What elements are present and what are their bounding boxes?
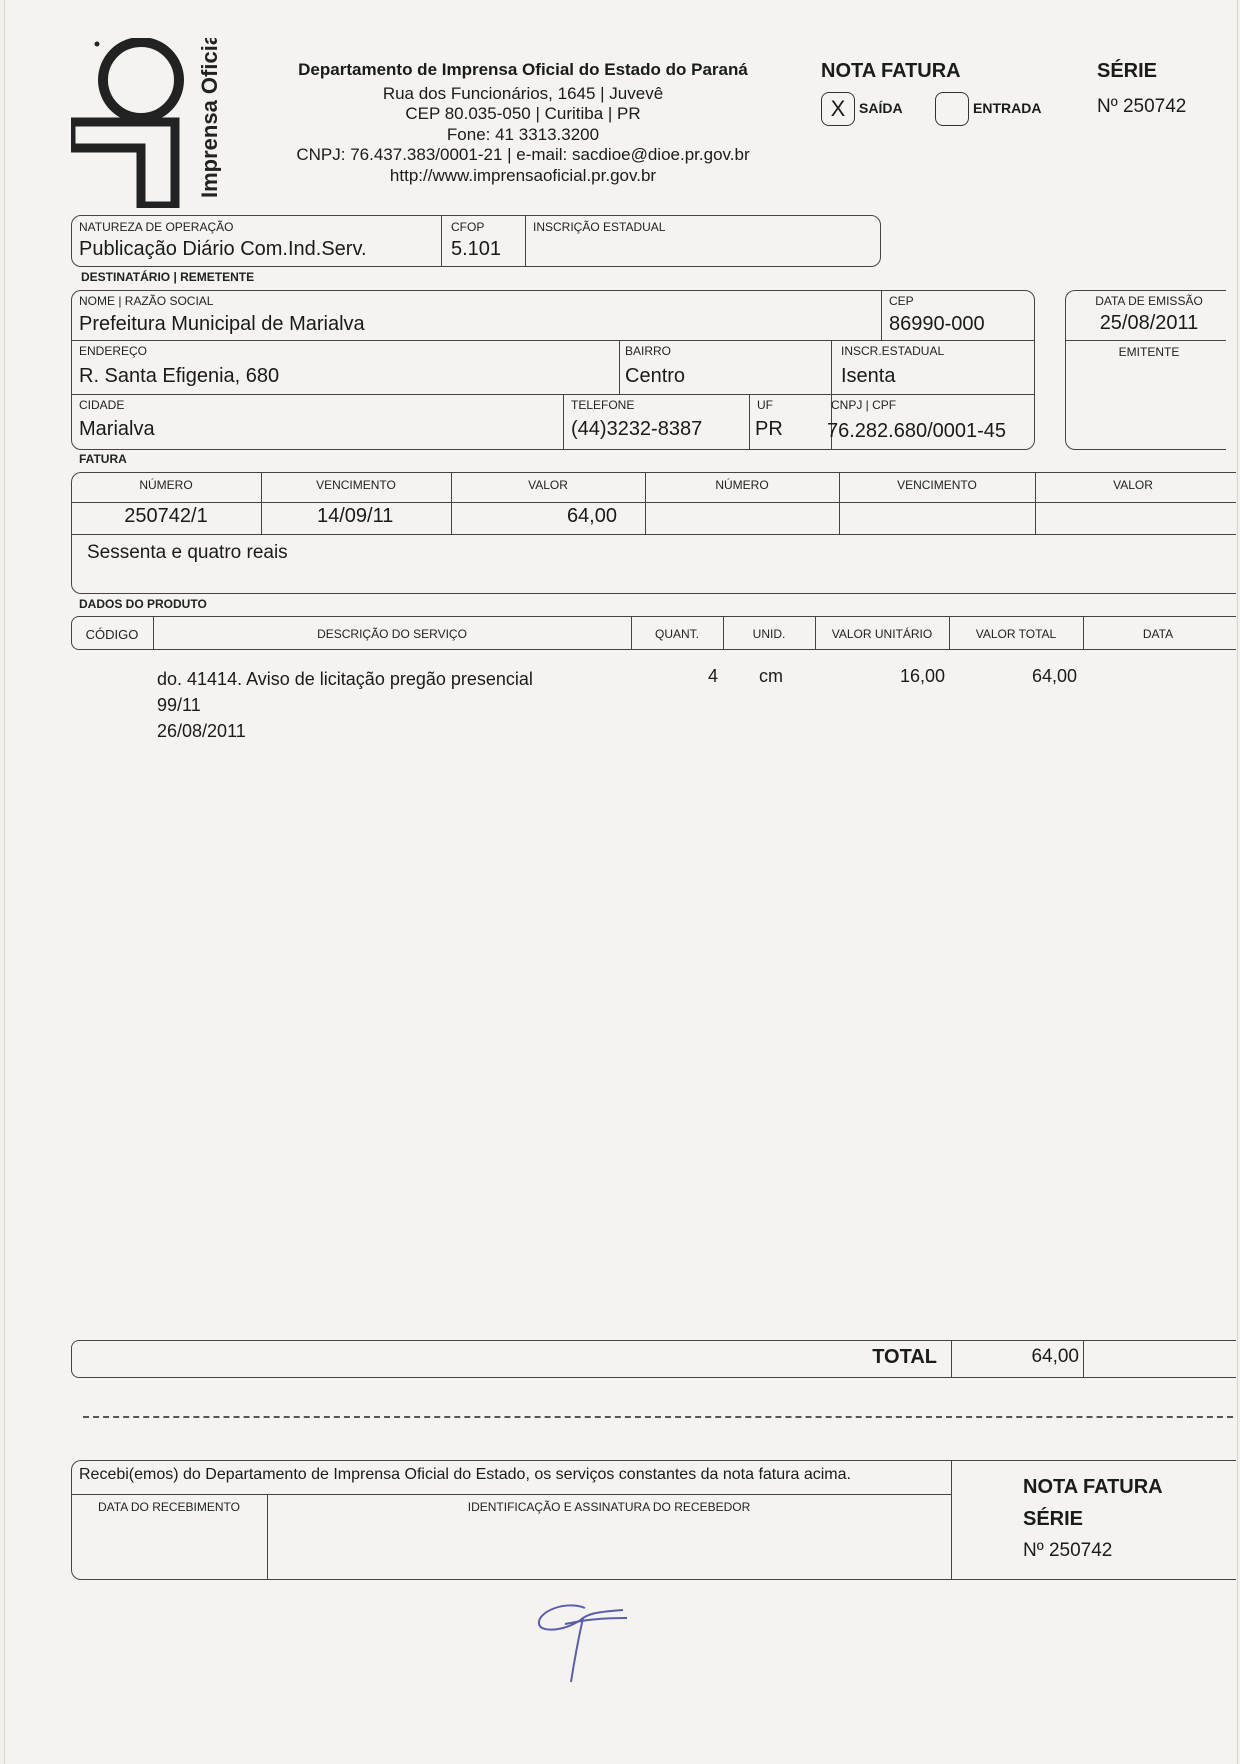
emission-date-value: 25/08/2011 [1099, 312, 1199, 334]
product-item-description-line-1: do. 41414. Aviso de licitação pregão presencial [157, 669, 533, 689]
receipt-doc-type: NOTA FATURA [1023, 1476, 1163, 1498]
cfop-label: CFOP [451, 220, 485, 234]
total-label: TOTAL [872, 1346, 937, 1368]
entrada-label: ENTRADA [973, 100, 1042, 116]
cfop-value: 5.101 [451, 238, 502, 260]
receipt-number: Nº 250742 [1023, 1540, 1113, 1561]
inscricao-label: INSCRIÇÃO ESTADUAL [533, 220, 666, 234]
issuer-address: Rua dos Funcionários, 1645 | Juvevê [382, 83, 664, 103]
product-header-valor-total: VALOR TOTAL [975, 627, 1057, 641]
product-item-unit: cm [759, 666, 783, 686]
cidade-value: Marialva [79, 418, 155, 440]
invoice-number: Nº 250742 [1097, 96, 1187, 117]
bairro-label: BAIRRO [625, 344, 672, 358]
imprensa-oficial-logo [71, 38, 221, 208]
telefone-value: (44)3232-8387 [571, 418, 703, 440]
issuer-website: http://www.imprensaoficial.pr.gov.br [389, 165, 657, 185]
product-header-unid: UNID. [752, 627, 786, 641]
fatura-section-title: FATURA [79, 452, 127, 466]
telefone-label: TELEFONE [571, 398, 635, 412]
serie-label: SÉRIE [1097, 60, 1158, 82]
issuer-cep-city: CEP 80.035-050 | Curitiba | PR [405, 104, 641, 123]
product-header-descricao: DESCRIÇÃO DO SERVIÇO [317, 627, 467, 641]
bairro-value: Centro [625, 365, 686, 387]
cep-value: 86990-000 [889, 313, 985, 335]
entrada-checkbox[interactable] [935, 92, 969, 126]
fatura-cell-numero-1: 250742/1 [124, 505, 208, 527]
product-item-description [157, 666, 533, 744]
inscr-estadual-value: Isenta [841, 365, 896, 387]
handwritten-signature-icon [525, 1596, 635, 1686]
product-section-title: DADOS DO PRODUTO [79, 597, 207, 611]
product-item-total-value: 64,00 [1031, 666, 1077, 686]
fatura-cell-vencimento-1: 14/09/11 [317, 505, 394, 527]
cidade-label: CIDADE [79, 398, 125, 412]
natureza-label: NATUREZA DE OPERAÇÃO [79, 220, 234, 234]
fatura-cell-valor-1: 64,00 [566, 505, 617, 527]
doc-type-title: NOTA FATURA [821, 60, 961, 82]
logo-side-text: Imprensa Oficial [197, 38, 221, 198]
emission-date-label: DATA DE EMISSÃO [1095, 294, 1203, 308]
total-value: 64,00 [1031, 1346, 1079, 1367]
fatura-header-valor-2: VALOR [1113, 478, 1153, 492]
nome-label: NOME | RAZÃO SOCIAL [79, 294, 214, 308]
product-header-data: DATA [1142, 627, 1174, 641]
saida-label: SAÍDA [859, 100, 903, 116]
receipt-date-label: DATA DO RECEBIMENTO [97, 1500, 241, 1514]
receipt-statement: Recebi(emos) do Departamento de Imprensa Oficial do Estado, os serviços constantes da nota fatura acima. [79, 1466, 851, 1483]
natureza-value: Publicação Diário Com.Ind.Serv. [79, 238, 367, 260]
uf-label: UF [757, 398, 773, 412]
saida-checkbox[interactable]: X [821, 92, 855, 126]
fatura-header-vencimento-2: VENCIMENTO [897, 478, 977, 492]
fatura-header-numero-1: NÚMERO [139, 478, 193, 492]
issuer-block [263, 60, 783, 186]
product-header-codigo: CÓDIGO [85, 627, 139, 642]
endereco-value: R. Santa Efigenia, 680 [79, 365, 280, 387]
cep-label: CEP [889, 294, 914, 308]
uf-value: PR [755, 418, 783, 440]
issuer-phone: Fone: 41 3313.3200 [446, 124, 600, 144]
endereco-label: ENDEREÇO [79, 344, 148, 358]
product-item-description-line-2: 99/11 [157, 695, 201, 715]
receipt-serie-label: SÉRIE [1023, 1508, 1084, 1530]
product-item-quantity: 4 [708, 666, 719, 686]
receipt-signature-label: IDENTIFICAÇÃO E ASSINATURA DO RECEBEDOR [467, 1500, 751, 1514]
fatura-header-valor-1: VALOR [528, 478, 568, 492]
product-item-unit-value: 16,00 [899, 666, 945, 686]
fatura-header-numero-2: NÚMERO [715, 478, 769, 492]
fatura-header-vencimento-1: VENCIMENTO [316, 478, 396, 492]
product-item-description-line-3: 26/08/2011 [157, 721, 246, 741]
recipient-section-title: DESTINATÁRIO | REMETENTE [81, 270, 255, 284]
cut-line [83, 1416, 1233, 1418]
inscr-estadual-label: INSCR.ESTADUAL [841, 344, 945, 358]
issuer-cnpj-email: CNPJ: 76.437.383/0001-21 | e-mail: sacdioe@dioe.pr.gov.br [296, 145, 750, 164]
cnpj-cpf-label: CNPJ | CPF [831, 398, 897, 412]
fatura-amount-words: Sessenta e quatro reais [87, 542, 288, 563]
invoice-page [4, 0, 1238, 1764]
logo-io-icon [71, 38, 221, 208]
nome-value: Prefeitura Municipal de Marialva [79, 313, 365, 335]
product-header-valor-unitario: VALOR UNITÁRIO [831, 627, 933, 641]
cnpj-cpf-value: 76.282.680/0001-45 [827, 420, 1007, 442]
emitente-label: EMITENTE [1118, 345, 1180, 359]
product-header-quant: QUANT. [654, 627, 699, 641]
issuer-name: Departamento de Imprensa Oficial do Estado do Paraná [298, 60, 748, 79]
